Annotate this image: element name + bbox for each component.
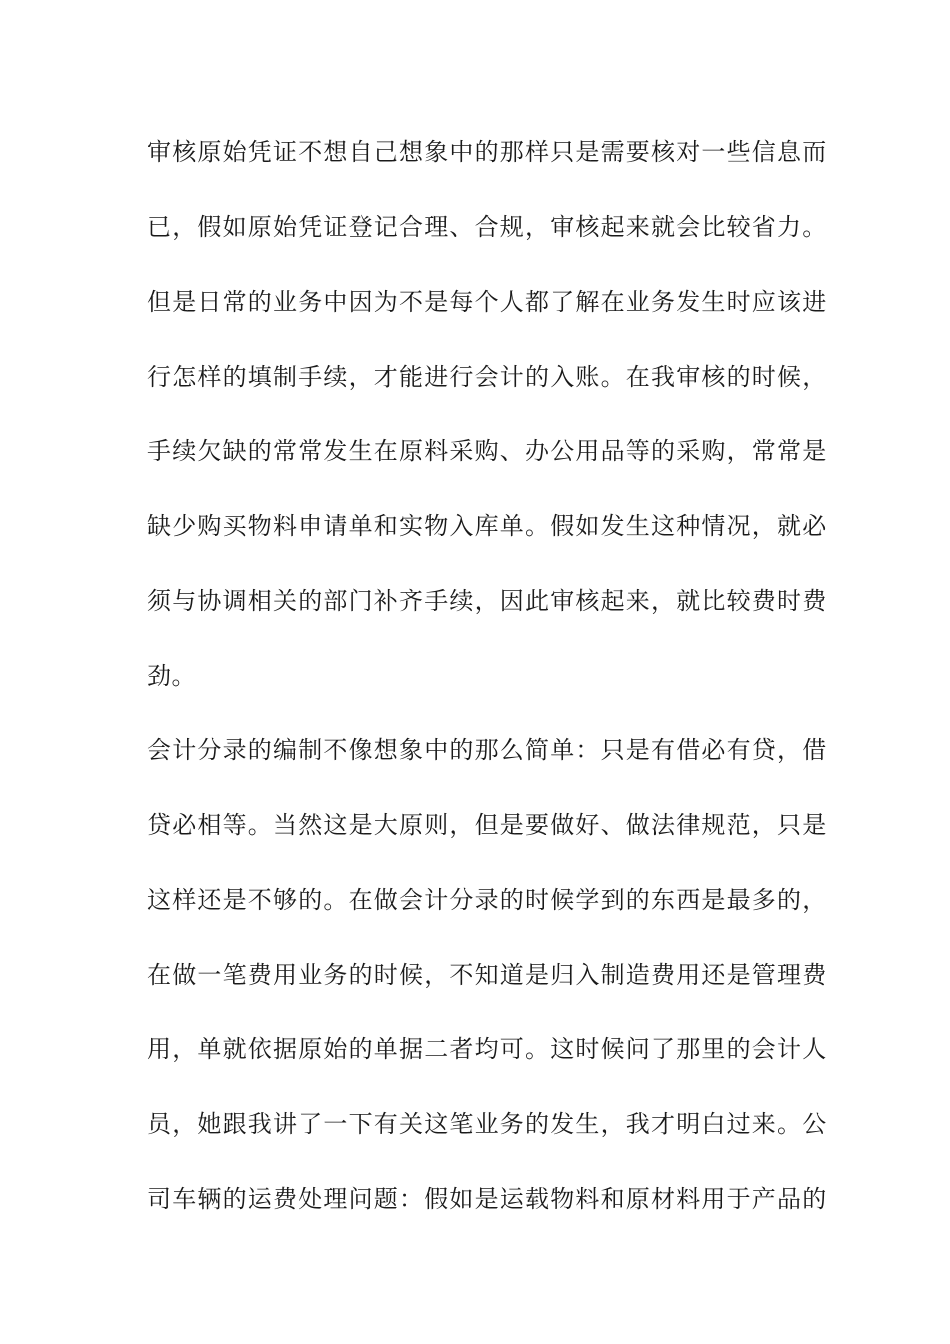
text-line: 但是日常的业务中因为不是每个人都了解在业务发生时应该进: [147, 288, 828, 316]
text-line: 员，她跟我讲了一下有关这笔业务的发生，我才明白过来。公: [147, 1110, 828, 1138]
text-line: 贷必相等。当然这是大原则，但是要做好、做法律规范，只是: [147, 811, 828, 839]
text-line: 这样还是不够的。在做会计分录的时候学到的东西是最多的，: [147, 886, 828, 914]
text-line: 在做一笔费用业务的时候，不知道是归入制造费用还是管理费: [147, 961, 828, 989]
text-line: 手续欠缺的常常发生在原料采购、办公用品等的采购，常常是: [147, 437, 828, 465]
text-line: 行怎样的填制手续，才能进行会计的入账。在我审核的时候，: [147, 363, 828, 391]
text-line: 须与协调相关的部门补齐手续，因此审核起来，就比较费时费: [147, 587, 828, 615]
text-line: 会计分录的编制不像想象中的那么简单：只是有借必有贷，借: [147, 736, 828, 764]
text-line: 劲。: [147, 662, 196, 690]
text-line: 已，假如原始凭证登记合理、合规，审核起来就会比较省力。: [147, 213, 828, 241]
text-line: 缺少购买物料申请单和实物入库单。假如发生这种情况，就必: [147, 512, 828, 540]
text-line: 用，单就依据原始的单据二者均可。这时候问了那里的会计人: [147, 1035, 828, 1063]
text-line: 司车辆的运费处理问题：假如是运载物料和原材料用于产品的: [147, 1185, 828, 1213]
text-line: 审核原始凭证不想自己想象中的那样只是需要核对一些信息而: [147, 138, 828, 166]
